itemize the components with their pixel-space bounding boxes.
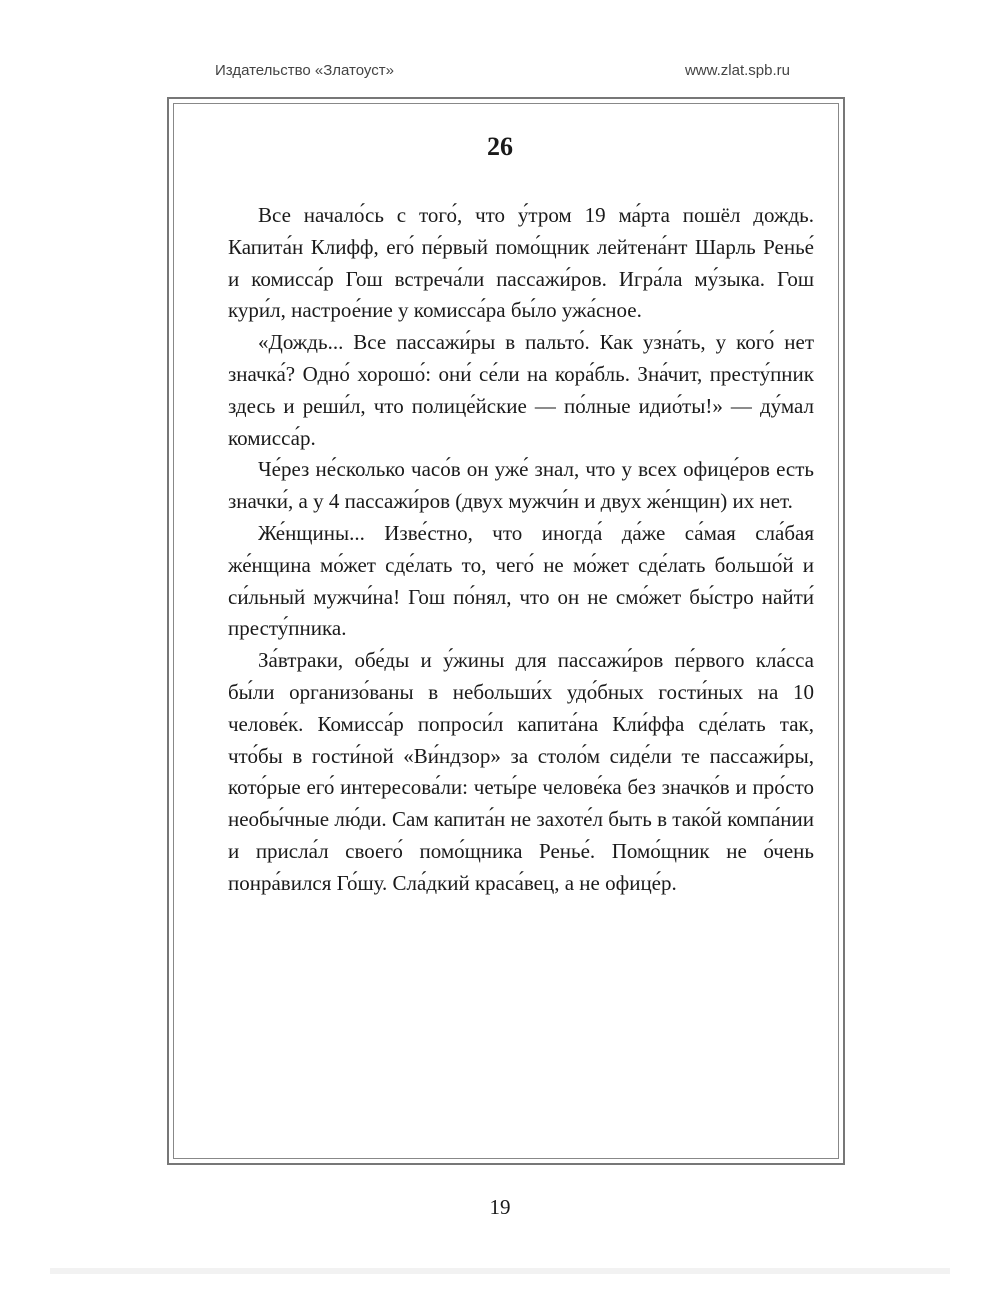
- bottom-divider: [50, 1268, 950, 1274]
- page-number: 19: [489, 1195, 511, 1219]
- paragraph: Че́рез не́сколько часо́в он уже́ знал, что у всех офице́ров есть значки́, а у 4 пассажи́ров (двух мужчи́н и двух же́нщин) их нет.: [228, 457, 814, 514]
- paragraph: Же́нщины... Изве́стно, что иногда́ да́же са́мая сла́бая же́нщина мо́жет сде́лать то, чего́ не мо́жет сде́лать большо́й и си́льный мужчи́на! Гош по́нял, что он не смо́жет бы́стро найти́ престу́пника.: [228, 520, 814, 641]
- website-header: www.zlat.spb.ru: [684, 62, 790, 79]
- chapter-number: 26: [487, 132, 513, 161]
- body-text: [228, 200, 814, 900]
- publisher-header: Издательство «Златоуст»: [215, 62, 394, 79]
- paragraph: Все начало́сь с того́, что у́тром 19 ма́рта пошёл дождь. Капита́н Клифф, его́ пе́рвый помо́щник лейтена́нт Шарль Ренье́ и комисса́р Гош встреча́ли пассажи́ров. Игра́ла му́зыка. Гош кури́л, настрое́ние у комисса́ра бы́ло ужа́сное.: [228, 203, 814, 323]
- paragraph: За́втраки, обе́ды и у́жины для пассажи́ров пе́рвого кла́сса бы́ли организо́ваны в небольши́х удо́бных гости́ных на 10 челове́к. Комисса́р попроси́л капита́на Кли́ффа сде́лать так, что́бы в гости́ной «Ви́ндзор» за столо́м сиде́ли те пассажи́ры, кото́рые его́ интересова́ли: четы́ре челове́ка без значко́в и про́сто необы́чные лю́ди. Сам капита́н не захоте́л быть в тако́й компа́нии и присла́л своего́ помо́щника Ренье́. Помо́щник не о́чень понра́вился Го́шу. Сла́дкий краса́вец, а не офице́р.: [228, 648, 814, 895]
- paragraph: «Дождь... Все пассажи́ры в пальто́. Как узна́ть, у кого́ нет значка́? Одно́ хорошо́: они́ се́ли на кора́бль. Зна́чит, престу́пник здесь и реши́л, что полице́йские — по́лные идио́ты!» — ду́мал комисса́р.: [228, 330, 814, 450]
